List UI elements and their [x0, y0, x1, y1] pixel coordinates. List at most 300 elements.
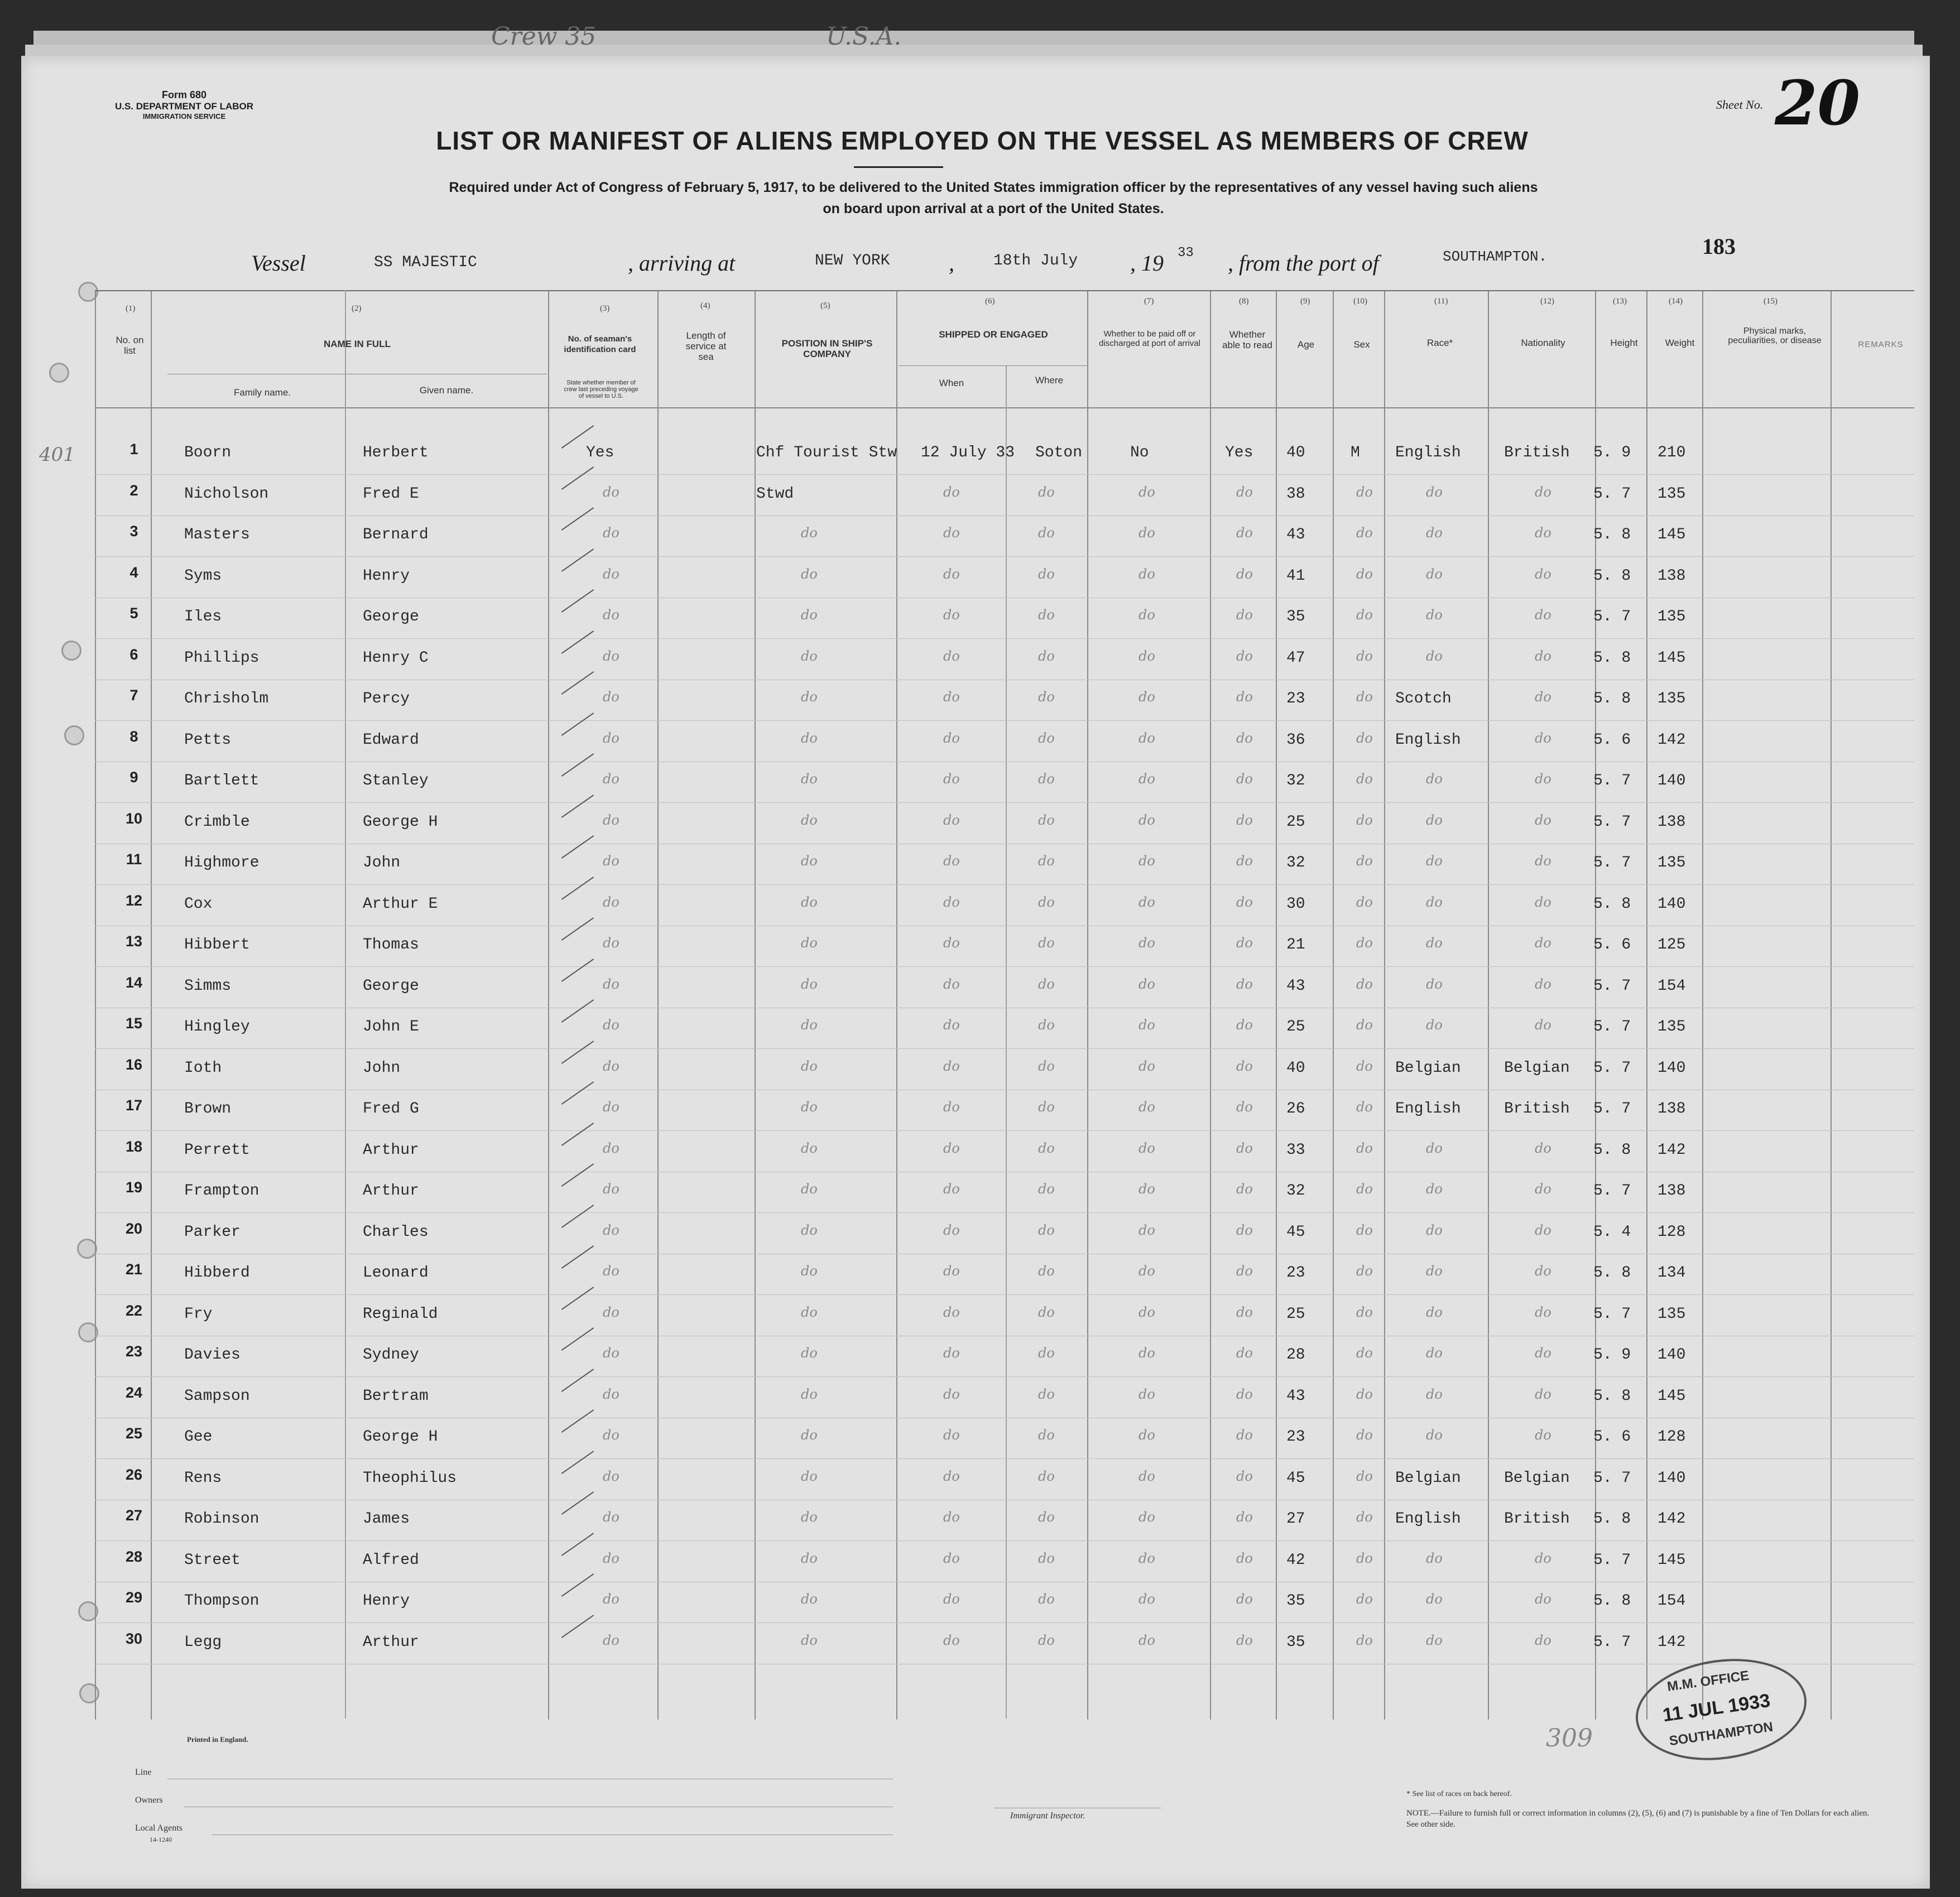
ditto-mark: do: [1038, 1017, 1055, 1033]
cell-height: 5. 8: [1593, 1510, 1631, 1528]
ditto-mark: do: [1535, 1386, 1551, 1402]
column-divider: [1646, 291, 1647, 1720]
ditto-mark: do: [1356, 1058, 1373, 1074]
cell-family: Syms: [184, 567, 222, 585]
ditto-mark: do: [1236, 1632, 1253, 1648]
ditto-mark: do: [1535, 1550, 1551, 1566]
ditto-mark: do: [943, 1427, 960, 1443]
ditto-mark: do: [1426, 894, 1443, 910]
ditto-mark: do: [603, 689, 619, 705]
form-number: Form 680: [161, 89, 207, 100]
ditto-mark: do: [1426, 1550, 1443, 1566]
ditto-mark: do: [1426, 1304, 1443, 1320]
ditto-mark: do: [943, 1591, 960, 1607]
cell-age: 36: [1286, 731, 1305, 749]
ditto-mark: do: [1356, 484, 1373, 500]
row-rule: [95, 474, 1914, 475]
ditto-mark: do: [1038, 1632, 1055, 1648]
ditto-mark: do: [1138, 812, 1155, 828]
ditto-mark: do: [801, 976, 818, 992]
cell-weight: 128: [1658, 1428, 1686, 1446]
row-number: 8: [129, 728, 138, 745]
ditto-mark: do: [1038, 1386, 1055, 1402]
ditto-mark: do: [1236, 525, 1253, 541]
binder-hole: [49, 363, 69, 383]
cell-age: 43: [1286, 1387, 1305, 1405]
cell-height: 5. 6: [1593, 936, 1631, 954]
cell-age: 45: [1286, 1223, 1305, 1241]
ditto-mark: do: [1236, 1468, 1253, 1484]
ditto-mark: do: [1535, 484, 1551, 500]
ditto-mark: do: [1038, 771, 1055, 787]
ditto-mark: do: [1426, 525, 1443, 541]
ditto-mark: do: [801, 1017, 818, 1033]
row-number: 23: [125, 1343, 143, 1360]
ditto-mark: do: [603, 812, 619, 828]
ditto-mark: do: [1426, 1181, 1443, 1197]
stamp-office: M.M. OFFICE: [1666, 1668, 1750, 1694]
ditto-mark: do: [801, 771, 818, 787]
cell-nationality: British: [1504, 1100, 1570, 1118]
ditto-mark: do: [1138, 484, 1155, 500]
ditto-mark: do: [1138, 1345, 1155, 1361]
binder-hole: [77, 1239, 97, 1259]
cell-height: 5. 8: [1593, 1592, 1631, 1610]
col-paid-off-header: Whether to be paid off or discharged at port of arrival: [1099, 329, 1200, 348]
cell-family: Brown: [184, 1100, 232, 1118]
ditto-mark: do: [603, 1345, 619, 1361]
col-4-number: (4): [700, 301, 710, 310]
cell-height: 5. 7: [1593, 1100, 1631, 1118]
cell-given: George: [363, 608, 419, 625]
ditto-mark: do: [1138, 525, 1155, 541]
ditto-mark: do: [1138, 1140, 1155, 1156]
cell-age: 28: [1286, 1346, 1305, 1364]
row-number: 1: [129, 441, 138, 458]
cell-height: 5. 8: [1593, 690, 1631, 707]
races-note: * See list of races on back hereof.: [1406, 1790, 1512, 1798]
cell-age: 25: [1286, 1305, 1305, 1323]
ditto-mark: do: [1138, 730, 1155, 746]
ditto-mark: do: [943, 935, 960, 951]
cell-weight: 145: [1658, 1551, 1686, 1569]
ditto-mark: do: [1426, 1632, 1443, 1648]
cell-race: Belgian: [1395, 1059, 1461, 1077]
ditto-mark: do: [1535, 1632, 1551, 1648]
cell-family: Thompson: [184, 1592, 260, 1610]
row-rule: [95, 1130, 1914, 1131]
owners-label: Owners: [135, 1795, 163, 1805]
cell-nationality: British: [1504, 444, 1570, 461]
cell-height: 5. 8: [1593, 1141, 1631, 1159]
ditto-mark: do: [1535, 1222, 1551, 1238]
col-15-number: (15): [1764, 297, 1778, 306]
cell-family: Ioth: [184, 1059, 222, 1077]
ditto-mark: do: [1356, 566, 1373, 582]
cell-weight: 125: [1658, 936, 1686, 954]
cell-given: George H: [363, 813, 438, 831]
cell-family: Bartlett: [184, 772, 260, 789]
ditto-mark: do: [603, 525, 619, 541]
cell-weight: 135: [1658, 1018, 1686, 1036]
row-number: 29: [125, 1589, 143, 1606]
ditto-mark: do: [1356, 1181, 1373, 1197]
cell-nationality: Belgian: [1504, 1469, 1570, 1487]
row-number: 17: [125, 1097, 143, 1114]
ditto-mark: do: [1236, 771, 1253, 787]
ditto-mark: do: [1038, 1263, 1055, 1279]
inspector-label: Immigrant Inspector.: [1010, 1811, 1085, 1821]
cell-height: 5. 7: [1593, 977, 1631, 995]
ditto-mark: do: [603, 648, 619, 664]
manifest-table: [95, 290, 1914, 1720]
cell-height: 5. 8: [1593, 567, 1631, 585]
row-number: 14: [125, 974, 143, 991]
cell-given: Arthur: [363, 1182, 419, 1200]
row-number: 9: [129, 769, 138, 786]
ditto-mark: do: [943, 1058, 960, 1074]
cell-age: 25: [1286, 1018, 1305, 1036]
ditto-mark: do: [1426, 1345, 1443, 1361]
row-number: 10: [125, 810, 143, 827]
row-number: 16: [125, 1056, 143, 1073]
ditto-mark: do: [1356, 1550, 1373, 1566]
ditto-mark: do: [603, 1632, 619, 1648]
cell-weight: 145: [1658, 649, 1686, 667]
ditto-mark: do: [1138, 1468, 1155, 1484]
ditto-mark: do: [943, 853, 960, 869]
vessel-name: SS MAJESTIC: [374, 254, 477, 271]
ditto-mark: do: [1038, 730, 1055, 746]
cell-height: 5. 7: [1593, 1551, 1631, 1569]
ditto-mark: do: [1236, 730, 1253, 746]
cell-family: Perrett: [184, 1141, 250, 1159]
ditto-mark: do: [801, 1099, 818, 1115]
ditto-mark: do: [801, 689, 818, 705]
cell-given: Henry: [363, 1592, 410, 1610]
ditto-mark: do: [801, 648, 818, 664]
col-family-name-header: Family name.: [233, 387, 291, 398]
cell-family: Chrisholm: [184, 690, 269, 707]
ditto-mark: do: [603, 1263, 619, 1279]
cell-weight: 138: [1658, 813, 1686, 831]
ditto-mark: do: [801, 1632, 818, 1648]
ditto-mark: do: [801, 1509, 818, 1525]
ditto-mark: do: [1138, 771, 1155, 787]
cell-given: Bertram: [363, 1387, 429, 1405]
row-number: 4: [129, 564, 138, 581]
folio-number: 183: [1702, 234, 1736, 259]
stamp-date: 11 JUL 1933: [1661, 1689, 1772, 1726]
row-number: 18: [125, 1138, 143, 1155]
cell-given: Fred G: [363, 1100, 419, 1118]
cell-height: 5. 7: [1593, 485, 1631, 503]
ditto-mark: do: [943, 1263, 960, 1279]
cell-family: Sampson: [184, 1387, 250, 1405]
row-number: 21: [125, 1261, 143, 1278]
cell-weight: 145: [1658, 526, 1686, 543]
row-rule: [95, 1376, 1914, 1377]
col-12-number: (12): [1540, 297, 1554, 306]
col-10-number: (10): [1353, 297, 1367, 306]
cell-weight: 134: [1658, 1264, 1686, 1282]
col-remarks-header: REMARKS: [1858, 340, 1904, 349]
cell-height: 5. 9: [1593, 1346, 1631, 1364]
ditto-mark: do: [1138, 1181, 1155, 1197]
ditto-mark: do: [603, 1550, 619, 1566]
cell-age: 25: [1286, 813, 1305, 831]
col-id-card-note: State whether member of crew last preceding voyage of vessel to U.S.: [564, 379, 638, 399]
ditto-mark: do: [1038, 853, 1055, 869]
cell-age: 26: [1286, 1100, 1305, 1118]
ditto-mark: do: [1038, 484, 1055, 500]
column-divider: [1384, 291, 1385, 1720]
row-number: 26: [125, 1466, 143, 1483]
row-rule: [95, 802, 1914, 803]
ditto-mark: do: [1535, 771, 1551, 787]
col-shipped-where-header: Where: [1035, 375, 1064, 386]
row-number: 22: [125, 1302, 143, 1319]
column-divider: [1595, 291, 1596, 1720]
col-position-header: POSITION IN SHIP'S COMPANY: [781, 338, 873, 359]
cell-family: Street: [184, 1551, 241, 1569]
ditto-mark: do: [1356, 771, 1373, 787]
ditto-mark: do: [1138, 935, 1155, 951]
ditto-mark: do: [1038, 566, 1055, 582]
col-shipped-header: SHIPPED OR ENGAGED: [939, 329, 1048, 340]
ditto-mark: do: [603, 1017, 619, 1033]
ditto-mark: do: [943, 566, 960, 582]
ditto-mark: do: [1535, 812, 1551, 828]
ditto-mark: do: [801, 1468, 818, 1484]
ditto-mark: do: [1236, 1181, 1253, 1197]
cell-height: 5. 8: [1593, 526, 1631, 543]
cell-given: Thomas: [363, 936, 419, 954]
ditto-mark: do: [801, 1386, 818, 1402]
margin-note: 401: [39, 444, 75, 466]
ditto-mark: do: [943, 689, 960, 705]
ditto-mark: do: [1138, 1632, 1155, 1648]
arriving-port: NEW YORK: [815, 252, 890, 269]
agents-label: Local Agents: [135, 1823, 182, 1833]
col-age-header: Age: [1297, 339, 1315, 350]
cell-family: Boorn: [184, 444, 232, 461]
ditto-mark: do: [1138, 1386, 1155, 1402]
ditto-mark: do: [943, 894, 960, 910]
ditto-mark: do: [1356, 1386, 1373, 1402]
column-divider: [1333, 291, 1334, 1720]
row-rule: [95, 1540, 1914, 1541]
ditto-mark: do: [1138, 1427, 1155, 1443]
cell-race: English: [1395, 1100, 1461, 1118]
ditto-mark: do: [1356, 1099, 1373, 1115]
col-11-number: (11): [1434, 297, 1448, 306]
col-7-number: (7): [1144, 297, 1154, 306]
cell-weight: 142: [1658, 1510, 1686, 1528]
manifest-subtitle-2: on board upon arrival at a port of the United States.: [823, 201, 1164, 216]
penalty-note: NOTE.—Failure to furnish full or correct information in columns (2), (5), (6) and (7) is punishable by a fine of Ten Dollars for each alien. See other side.: [1406, 1809, 1870, 1829]
ditto-mark: do: [1356, 1140, 1373, 1156]
ditto-mark: do: [603, 771, 619, 787]
ditto-mark: do: [1535, 607, 1551, 623]
cell-age: 32: [1286, 854, 1305, 872]
cell-given: Reginald: [363, 1305, 438, 1323]
ditto-mark: do: [1138, 1263, 1155, 1279]
ditto-mark: do: [1138, 566, 1155, 582]
ditto-mark: do: [943, 525, 960, 541]
cell-age: 33: [1286, 1141, 1305, 1159]
ditto-mark: do: [801, 1181, 818, 1197]
name-divider: [345, 290, 346, 1718]
cell-age: 32: [1286, 772, 1305, 789]
cell-nationality: British: [1504, 1510, 1570, 1528]
ditto-mark: do: [1038, 894, 1055, 910]
cell-age: 47: [1286, 649, 1305, 667]
ditto-mark: do: [603, 894, 619, 910]
ditto-mark: do: [1426, 1140, 1443, 1156]
from-port-label: , from the port of: [1228, 251, 1379, 276]
cell-height: 5. 6: [1593, 1428, 1631, 1446]
row-number: 19: [125, 1179, 143, 1196]
cell-race: English: [1395, 731, 1461, 749]
cell-card: Yes: [586, 444, 614, 461]
ditto-mark: do: [1236, 853, 1253, 869]
ditto-mark: do: [1535, 1591, 1551, 1607]
ditto-mark: do: [1356, 525, 1373, 541]
shipped-rule: [899, 365, 1088, 366]
cell-weight: 142: [1658, 1141, 1686, 1159]
cell-given: John: [363, 1059, 401, 1077]
manifest-title: LIST OR MANIFEST OF ALIENS EMPLOYED ON THE VESSEL AS MEMBERS OF CREW: [436, 126, 1529, 155]
ditto-mark: do: [603, 1140, 619, 1156]
stamp-port: SOUTHAMPTON: [1668, 1719, 1774, 1749]
column-divider: [548, 291, 549, 1720]
cell-family: Masters: [184, 526, 250, 543]
row-number: 28: [125, 1548, 143, 1565]
column-divider: [1831, 291, 1832, 1720]
ditto-mark: do: [1426, 812, 1443, 828]
ditto-mark: do: [1356, 1632, 1373, 1648]
ditto-mark: do: [603, 566, 619, 582]
sheet-number: 20: [1775, 67, 1861, 139]
cell-height: 5. 7: [1593, 813, 1631, 831]
column-divider: [1210, 291, 1211, 1720]
ditto-mark: do: [1236, 894, 1253, 910]
ditto-mark: do: [603, 1181, 619, 1197]
cell-given: Arthur E: [363, 895, 438, 913]
column-divider: [95, 291, 96, 1720]
ditto-mark: do: [1038, 648, 1055, 664]
cell-weight: 138: [1658, 567, 1686, 585]
ditto-mark: do: [1038, 1345, 1055, 1361]
ditto-mark: do: [801, 1058, 818, 1074]
ditto-mark: do: [1236, 1140, 1253, 1156]
ditto-mark: do: [1038, 1427, 1055, 1443]
row-number: 2: [129, 482, 138, 499]
ditto-mark: do: [1236, 1345, 1253, 1361]
ditto-mark: do: [1138, 976, 1155, 992]
top-annotation-usa: U.S.A.: [826, 22, 902, 51]
ditto-mark: do: [1236, 689, 1253, 705]
ditto-mark: do: [1038, 1181, 1055, 1197]
ditto-mark: do: [943, 730, 960, 746]
cell-given: Sydney: [363, 1346, 419, 1364]
ditto-mark: do: [1138, 1304, 1155, 1320]
cell-given: Arthur: [363, 1141, 419, 1159]
ditto-mark: do: [603, 1468, 619, 1484]
ditto-mark: do: [603, 1591, 619, 1607]
ditto-mark: do: [603, 607, 619, 623]
ditto-mark: do: [1038, 1591, 1055, 1607]
cell-height: 5. 7: [1593, 1018, 1631, 1036]
ditto-mark: do: [943, 607, 960, 623]
cell-given: James: [363, 1510, 410, 1528]
ditto-mark: do: [1038, 935, 1055, 951]
ditto-mark: do: [943, 1181, 960, 1197]
cell-weight: 138: [1658, 1100, 1686, 1118]
cell-family: Parker: [184, 1223, 241, 1241]
cell-age: 27: [1286, 1510, 1305, 1528]
ditto-mark: do: [801, 525, 818, 541]
ditto-mark: do: [1138, 1222, 1155, 1238]
cell-weight: 135: [1658, 854, 1686, 872]
ditto-mark: do: [1038, 1222, 1055, 1238]
row-rule: [95, 638, 1914, 639]
cell-given: Fred E: [363, 485, 419, 503]
ditto-mark: do: [801, 1222, 818, 1238]
ditto-mark: do: [943, 484, 960, 500]
ditto-mark: do: [1038, 1509, 1055, 1525]
line-label: Line: [135, 1768, 152, 1777]
ditto-mark: do: [943, 1222, 960, 1238]
ditto-mark: do: [1535, 894, 1551, 910]
row-rule: [95, 1458, 1914, 1459]
ditto-mark: do: [1038, 1099, 1055, 1115]
ditto-mark: do: [943, 1550, 960, 1566]
col-2-number: (2): [352, 304, 362, 313]
ditto-mark: do: [603, 1222, 619, 1238]
ditto-mark: do: [1236, 1058, 1253, 1074]
ditto-mark: do: [1236, 1386, 1253, 1402]
ditto-mark: do: [1038, 689, 1055, 705]
col-9-number: (9): [1300, 297, 1310, 306]
form-code: 14-1240: [150, 1836, 172, 1843]
ditto-mark: do: [1236, 1263, 1253, 1279]
ditto-mark: do: [1356, 1222, 1373, 1238]
column-divider: [1087, 291, 1088, 1720]
cell-family: Hibbert: [184, 936, 250, 954]
column-divider: [755, 291, 756, 1720]
sheet-number-label: Sheet No.: [1716, 98, 1764, 112]
ditto-mark: do: [1356, 689, 1373, 705]
ditto-mark: do: [1535, 976, 1551, 992]
cell-family: Highmore: [184, 854, 260, 872]
ditto-mark: do: [1236, 1509, 1253, 1525]
cell-age: 23: [1286, 690, 1305, 707]
row-number: 25: [125, 1425, 143, 1442]
ditto-mark: do: [1535, 1140, 1551, 1156]
cell-given: Henry: [363, 567, 410, 585]
departure-port: SOUTHAMPTON.: [1443, 248, 1548, 265]
cell-age: 38: [1286, 485, 1305, 503]
date-separator: ,: [949, 251, 954, 276]
cell-weight: 140: [1658, 1059, 1686, 1077]
cell-weight: 135: [1658, 608, 1686, 625]
ditto-mark: do: [1426, 1386, 1443, 1402]
ditto-mark: do: [603, 1099, 619, 1115]
ditto-mark: do: [603, 976, 619, 992]
cell-sex: M: [1351, 444, 1360, 461]
